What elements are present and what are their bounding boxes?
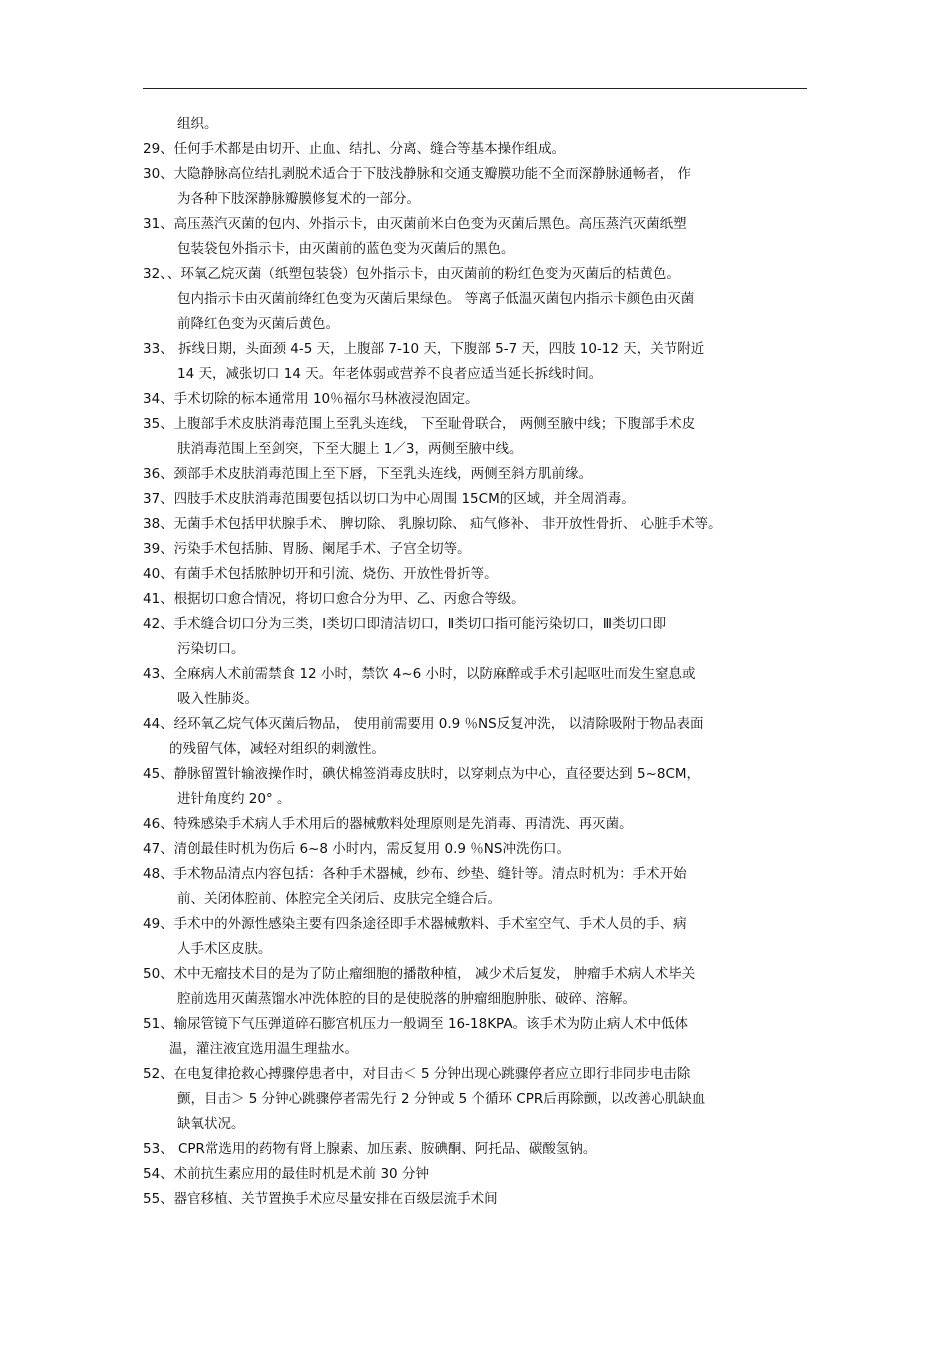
document-body: [143, 112, 807, 1212]
text-line: 的残留气体，减轻对组织的刺激性。: [169, 741, 385, 757]
text-line: 33、 拆线日期，头面颈 4-5 天，上腹部 7-10 天，下腹部 5-7 天，四肢 10-12 天，关节附近: [143, 341, 705, 357]
text-line: 前降红色变为灭菌后黄色。: [177, 316, 339, 332]
text-line: 前、关闭体腔前、体腔完全关闭后、皮肤完全缝合后。: [177, 891, 501, 907]
text-line: 35、上腹部手术皮肤消毒范围上至乳头连线， 下至耻骨联合， 两侧至腋中线；下腹部手术皮: [143, 416, 696, 432]
text-line: 45、静脉留置针输液操作时，碘伏棉签消毒皮肤时，以穿刺点为中心，直径要达到 5~8CM，: [143, 766, 701, 782]
text-line: 38、无菌手术包括甲状腺手术、 脾切除、 乳腺切除、 疝气修补、 非开放性骨折、 心脏手术等。: [143, 516, 722, 532]
text-line: 颤，目击＞ 5 分钟心跳骤停者需先行 2 分钟或 5 个循环 CPR后再除颤，以改善心肌缺血: [177, 1091, 706, 1107]
text-line: 42、手术缝合切口分为三类，Ⅰ类切口即清洁切口，Ⅱ类切口指可能污染切口，Ⅲ类切口即: [143, 616, 667, 632]
header-rule: [143, 88, 807, 89]
text-line: 55、器官移植、关节置换手术应尽量安排在百级层流手术间: [143, 1191, 498, 1207]
text-line: 40、有菌手术包括脓肿切开和引流、烧伤、开放性骨折等。: [143, 566, 498, 582]
text-line: 44、经环氧乙烷气体灭菌后物品， 使用前需要用 0.9 ％NS反复冲洗， 以清除吸附于物品表面: [143, 716, 704, 732]
text-line: 温，灌注液宜选用温生理盐水。: [169, 1041, 358, 1057]
text-line: 52、在电复律抢救心搏骤停患者中，对目击＜ 5 分钟出现心跳骤停者应立即行非同步电击除: [143, 1066, 691, 1082]
text-line: 54、术前抗生素应用的最佳时机是术前 30 分钟: [143, 1166, 429, 1182]
text-line: 污染切口。: [177, 641, 245, 657]
text-line: 腔前选用灭菌蒸馏水冲洗体腔的目的是使脱落的肿瘤细胞肿胀、破碎、溶解。: [177, 991, 636, 1007]
text-line: 34、手术切除的标本通常用 10％福尔马林液浸泡固定。: [143, 391, 479, 407]
text-line: 53、 CPR常选用的药物有肾上腺素、加压素、胺碘酮、阿托品、碳酸氢钠。: [143, 1141, 597, 1157]
text-line: 吸入性肺炎。: [177, 691, 258, 707]
text-line: 41、根据切口愈合情况，将切口愈合分为甲、乙、丙愈合等级。: [143, 591, 525, 607]
text-line: 43、全麻病人术前需禁食 12 小时，禁饮 4~6 小时，以防麻醉或手术引起呕吐而发生窒息或: [143, 666, 696, 682]
text-line: 29、任何手术都是由切开、止血、结扎、分离、缝合等基本操作组成。: [143, 141, 566, 157]
text-line: 32、、环氧乙烷灭菌（纸塑包装袋）包外指示卡，由灭菌前的粉红色变为灭菌后的桔黄色。: [143, 266, 680, 282]
text-line: 47、清创最佳时机为伤后 6~8 小时内，需反复用 0.9 ％NS冲洗伤口。: [143, 841, 570, 857]
text-line: 包装袋包外指示卡，由灭菌前的蓝色变为灭菌后的黑色。: [177, 241, 515, 257]
text-line: 37、四肢手术皮肤消毒范围要包括以切口为中心周围 15CM的区域，并全周消毒。: [143, 491, 635, 507]
text-line: 48、手术物品清点内容包括：各种手术器械，纱布、纱垫、缝针等。清点时机为：手术开始: [143, 866, 687, 882]
text-line: 49、手术中的外源性感染主要有四条途径即手术器械敷料、手术室空气、手术人员的手、病: [143, 916, 687, 932]
text-line: 50、术中无瘤技术目的是为了防止瘤细胞的播散种植， 减少术后复发， 肿瘤手术病人术毕关: [143, 966, 696, 982]
text-line: 36、颈部手术皮肤消毒范围上至下唇，下至乳头连线，两侧至斜方肌前缘。: [143, 466, 593, 482]
text-line: 31、高压蒸汽灭菌的包内、外指示卡，由灭菌前米白色变为灭菌后黑色。高压蒸汽灭菌纸塑: [143, 216, 687, 232]
text-line: 进针角度约 20° 。: [177, 791, 291, 807]
text-line: 14 天，减张切口 14 天。年老体弱或营养不良者应适当延长拆线时间。: [177, 366, 603, 382]
text-line: 为各种下肢深静脉瓣膜修复术的一部分。: [177, 191, 420, 207]
text-line: 组织。: [177, 116, 218, 132]
text-line: 包内指示卡由灭菌前绛红色变为灭菌后果绿色。 等离子低温灭菌包内指示卡颜色由灭菌: [177, 291, 695, 307]
text-line: 缺氧状况。: [177, 1116, 245, 1132]
text-line: 人手术区皮肤。: [177, 941, 272, 957]
text-line: 46、特殊感染手术病人手术用后的器械敷料处理原则是先消毒、再清洗、再灭菌。: [143, 816, 633, 832]
text-line: 51、输尿管镜下气压弹道碎石膨宫机压力一般调至 16-18KPA。该手术为防止病人术中低体: [143, 1016, 689, 1032]
text-line: 30、大隐静脉高位结扎剥脱术适合于下肢浅静脉和交通支瓣膜功能不全而深静脉通畅者， 作: [143, 166, 691, 182]
text-line: 肤消毒范围上至剑突，下至大腿上 1／3，两侧至腋中线。: [177, 441, 523, 457]
text-line: 39、污染手术包括肺、胃肠、阑尾手术、子宫全切等。: [143, 541, 471, 557]
